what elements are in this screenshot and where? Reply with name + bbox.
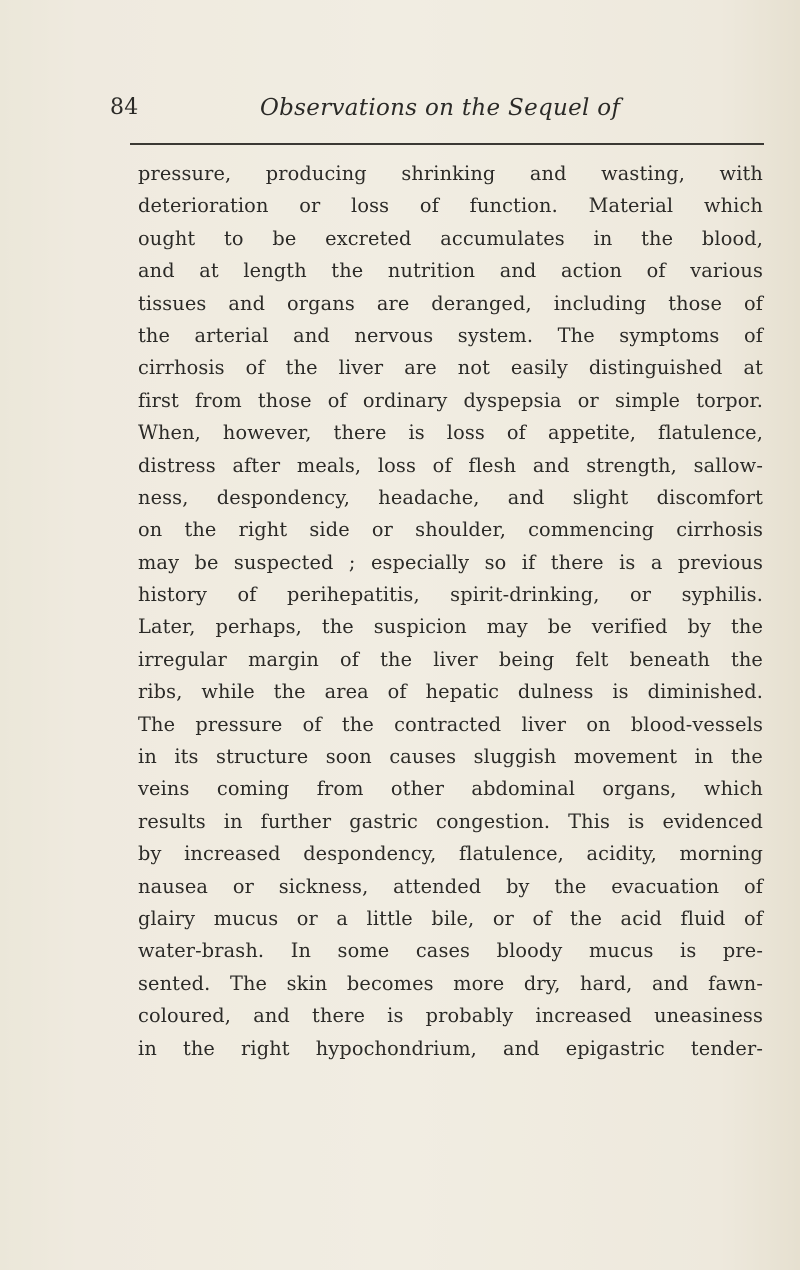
text-line: The pressure of the contracted liver on blood-vessels	[138, 712, 763, 736]
text-line: on the right side or shoulder, commencing cirrhosis	[138, 518, 763, 542]
page-number: 84	[110, 95, 139, 120]
text-line: by increased despondency, flatulence, acidity, morning	[138, 842, 763, 866]
text-line: ought to be excreted accumulates in the blood,	[138, 226, 763, 250]
text-line: in its structure soon causes sluggish movement in the	[138, 745, 763, 769]
text-line: ness, despondency, headache, and slight discomfort	[138, 485, 763, 509]
text-line: glairy mucus or a little bile, or of the acid fluid of	[138, 906, 763, 930]
text-line: and at length the nutrition and action of various	[138, 259, 763, 283]
header-rule	[130, 143, 764, 145]
text-line: pressure, producing shrinking and wasting, with	[138, 162, 763, 185]
text-line: tissues and organs are deranged, including those of	[138, 291, 763, 315]
text-line: first from those of ordinary dyspepsia or simple torpor.	[138, 388, 763, 412]
text-line: distress after meals, loss of flesh and strength, sallow-	[138, 453, 763, 477]
running-head	[110, 93, 710, 133]
text-line: When, however, there is loss of appetite, flatulence,	[138, 421, 763, 445]
text-line: Later, perhaps, the suspicion may be verified by the	[138, 615, 763, 639]
text-line: in the right hypochondrium, and epigastric tender-	[138, 1036, 763, 1060]
text-line: irregular margin of the liver being felt beneath the	[138, 647, 763, 671]
text-line: history of perihepatitis, spirit-drinking, or syphilis.	[138, 583, 763, 607]
text-line: cirrhosis of the liver are not easily distinguished at	[138, 356, 763, 380]
text-line: results in further gastric congestion. This is evidenced	[138, 809, 763, 833]
body-text	[138, 158, 763, 1065]
text-line: nausea or sickness, attended by the evacuation of	[138, 874, 763, 898]
text-line: may be suspected ; especially so if there is a previous	[138, 550, 763, 574]
text-line: coloured, and there is probably increased uneasiness	[138, 1004, 763, 1028]
text-line: sented. The skin becomes more dry, hard, and fawn-	[138, 971, 763, 995]
text-line: ribs, while the area of hepatic dulness is diminished.	[138, 680, 763, 704]
text-line: the arterial and nervous system. The symptoms of	[138, 323, 763, 347]
text-line: veins coming from other abdominal organs, which	[138, 777, 763, 801]
text-line: deterioration or loss of function. Material which	[138, 194, 763, 218]
running-title: Observations on the Sequel of	[260, 95, 621, 121]
text-line: water-brash. In some cases bloody mucus is pre-	[138, 939, 763, 963]
